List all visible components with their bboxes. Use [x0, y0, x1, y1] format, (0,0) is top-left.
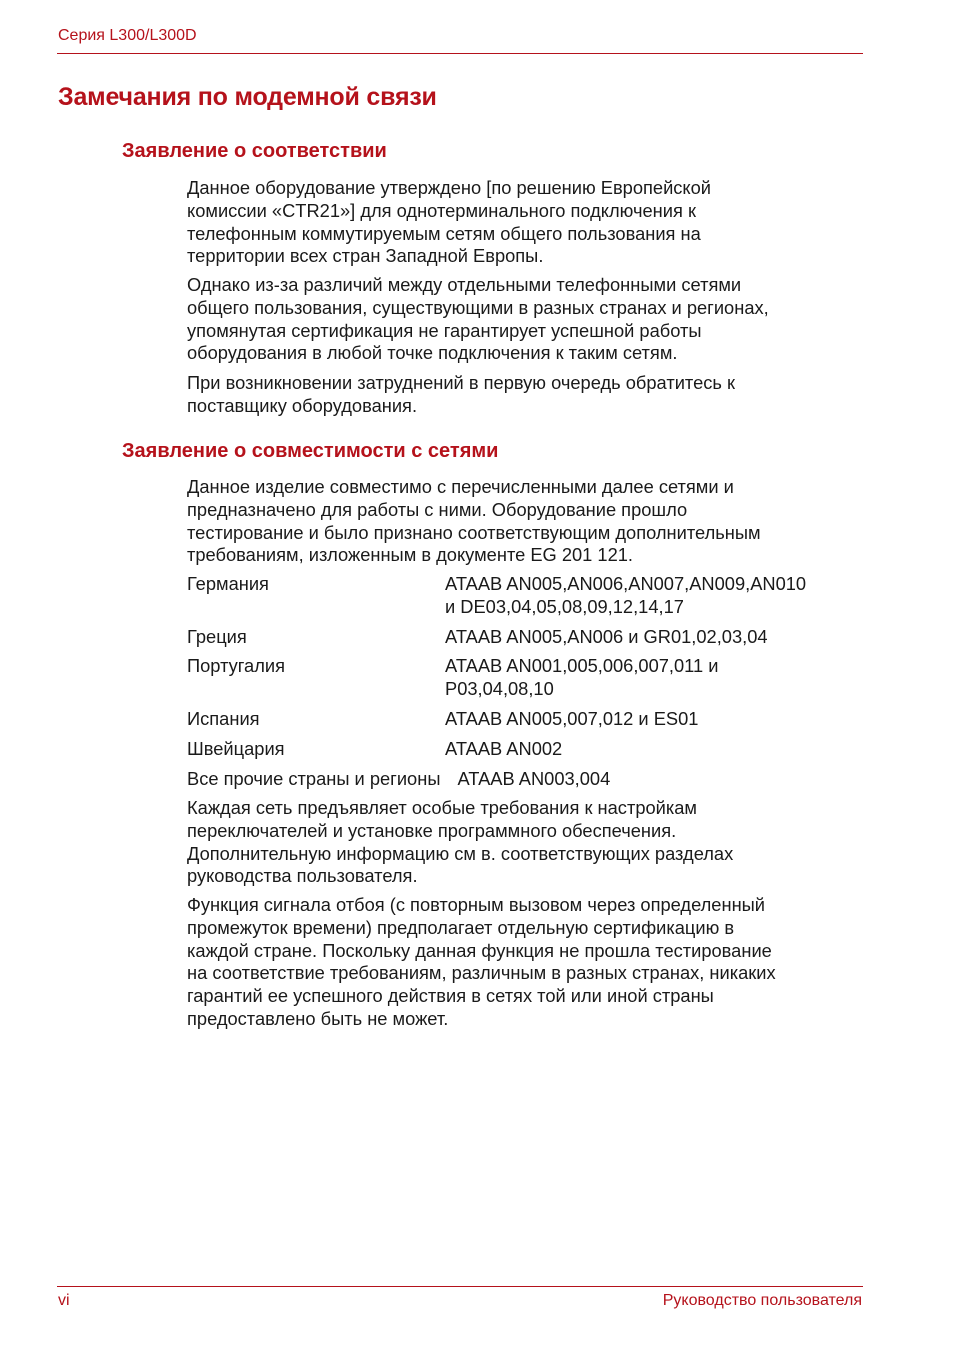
network-paragraph: Функция сигнала отбоя (с повторным вызовом через определенный промежуток времени) предполагает отдельную сертификацию в каждой стране. Поскольку данная функция не прошла тестирование на соответствие требованиям, различным в разных странах, никаких гарантий ее успешного действия в сетях той или иной страны предоставлено быть не может. — [187, 894, 776, 1029]
network-standard: ATAAB AN005,AN006 и GR01,02,03,04 — [445, 625, 768, 647]
compliance-paragraph: При возникновении затруднений в первую очередь обратитесь к поставщику оборудования. — [187, 372, 735, 416]
network-country: Германия — [187, 573, 269, 594]
network-country: Швейцария — [187, 737, 285, 759]
compliance-paragraph: Данное оборудование утверждено [по решению Европейской комиссии «CTR21»] для однотерминального подключения к телефонным коммутируемым сетям общего пользования на территории всех стран Западной Европы. — [187, 177, 712, 267]
network-standard: ATAAB AN003,004 — [457, 767, 611, 789]
network-paragraph: Каждая сеть предъявляет особые требования к настройкам переключателей и установке программного обеспечения. Дополнительную информацию см в. соответствующих разделах руководства пользователя. — [187, 797, 734, 887]
network-row — [187, 655, 857, 701]
network-row — [187, 708, 857, 731]
network-country: Испания — [187, 707, 260, 729]
header-rule — [57, 53, 863, 54]
network-standard: ATAAB AN002 — [445, 737, 563, 759]
network-intro-paragraph: Данное изделие совместимо с перечисленными далее сетями и предназначено для работы с ними. Оборудование прошло тестирование и было признано соответствующим дополнительным требованиям, изложенным в документе EG 201 121. — [187, 476, 761, 566]
network-row — [187, 626, 857, 649]
network-standard: ATAAB AN005,AN006,AN007,AN009,AN010 и DE03,04,05,08,09,12,14,17 — [445, 573, 807, 617]
section-heading-compliance: Заявление о соответствии — [122, 140, 387, 162]
network-row — [187, 738, 857, 761]
page-title: Замечания по модемной связи — [58, 83, 437, 111]
network-country: Все прочие страны и регионы — [187, 767, 441, 789]
network-standard: ATAAB AN001,005,006,007,011 и P03,04,08,10 — [445, 655, 719, 700]
section-heading-network-compatibility: Заявление о совместимости с сетями — [122, 440, 499, 462]
network-country: Греция — [187, 625, 247, 647]
network-country: Португалия — [187, 655, 286, 677]
network-row — [187, 768, 857, 791]
network-table — [187, 573, 857, 797]
footer-rule — [57, 1286, 863, 1287]
series-label: Серия L300/L300D — [58, 27, 197, 44]
network-standard: ATAAB AN005,007,012 и ES01 — [445, 707, 699, 729]
footer-guide-title: Руководство пользователя — [662, 1292, 862, 1309]
footer-page-number: vi — [58, 1292, 70, 1309]
compliance-paragraph: Однако из-за различий между отдельными телефонными сетями общего пользования, существующими в разных странах и регионах, упомянутая сертификация не гарантирует успешной работы оборудования в любой точке подключения к таким сетям. — [187, 274, 769, 364]
network-row — [187, 573, 857, 619]
